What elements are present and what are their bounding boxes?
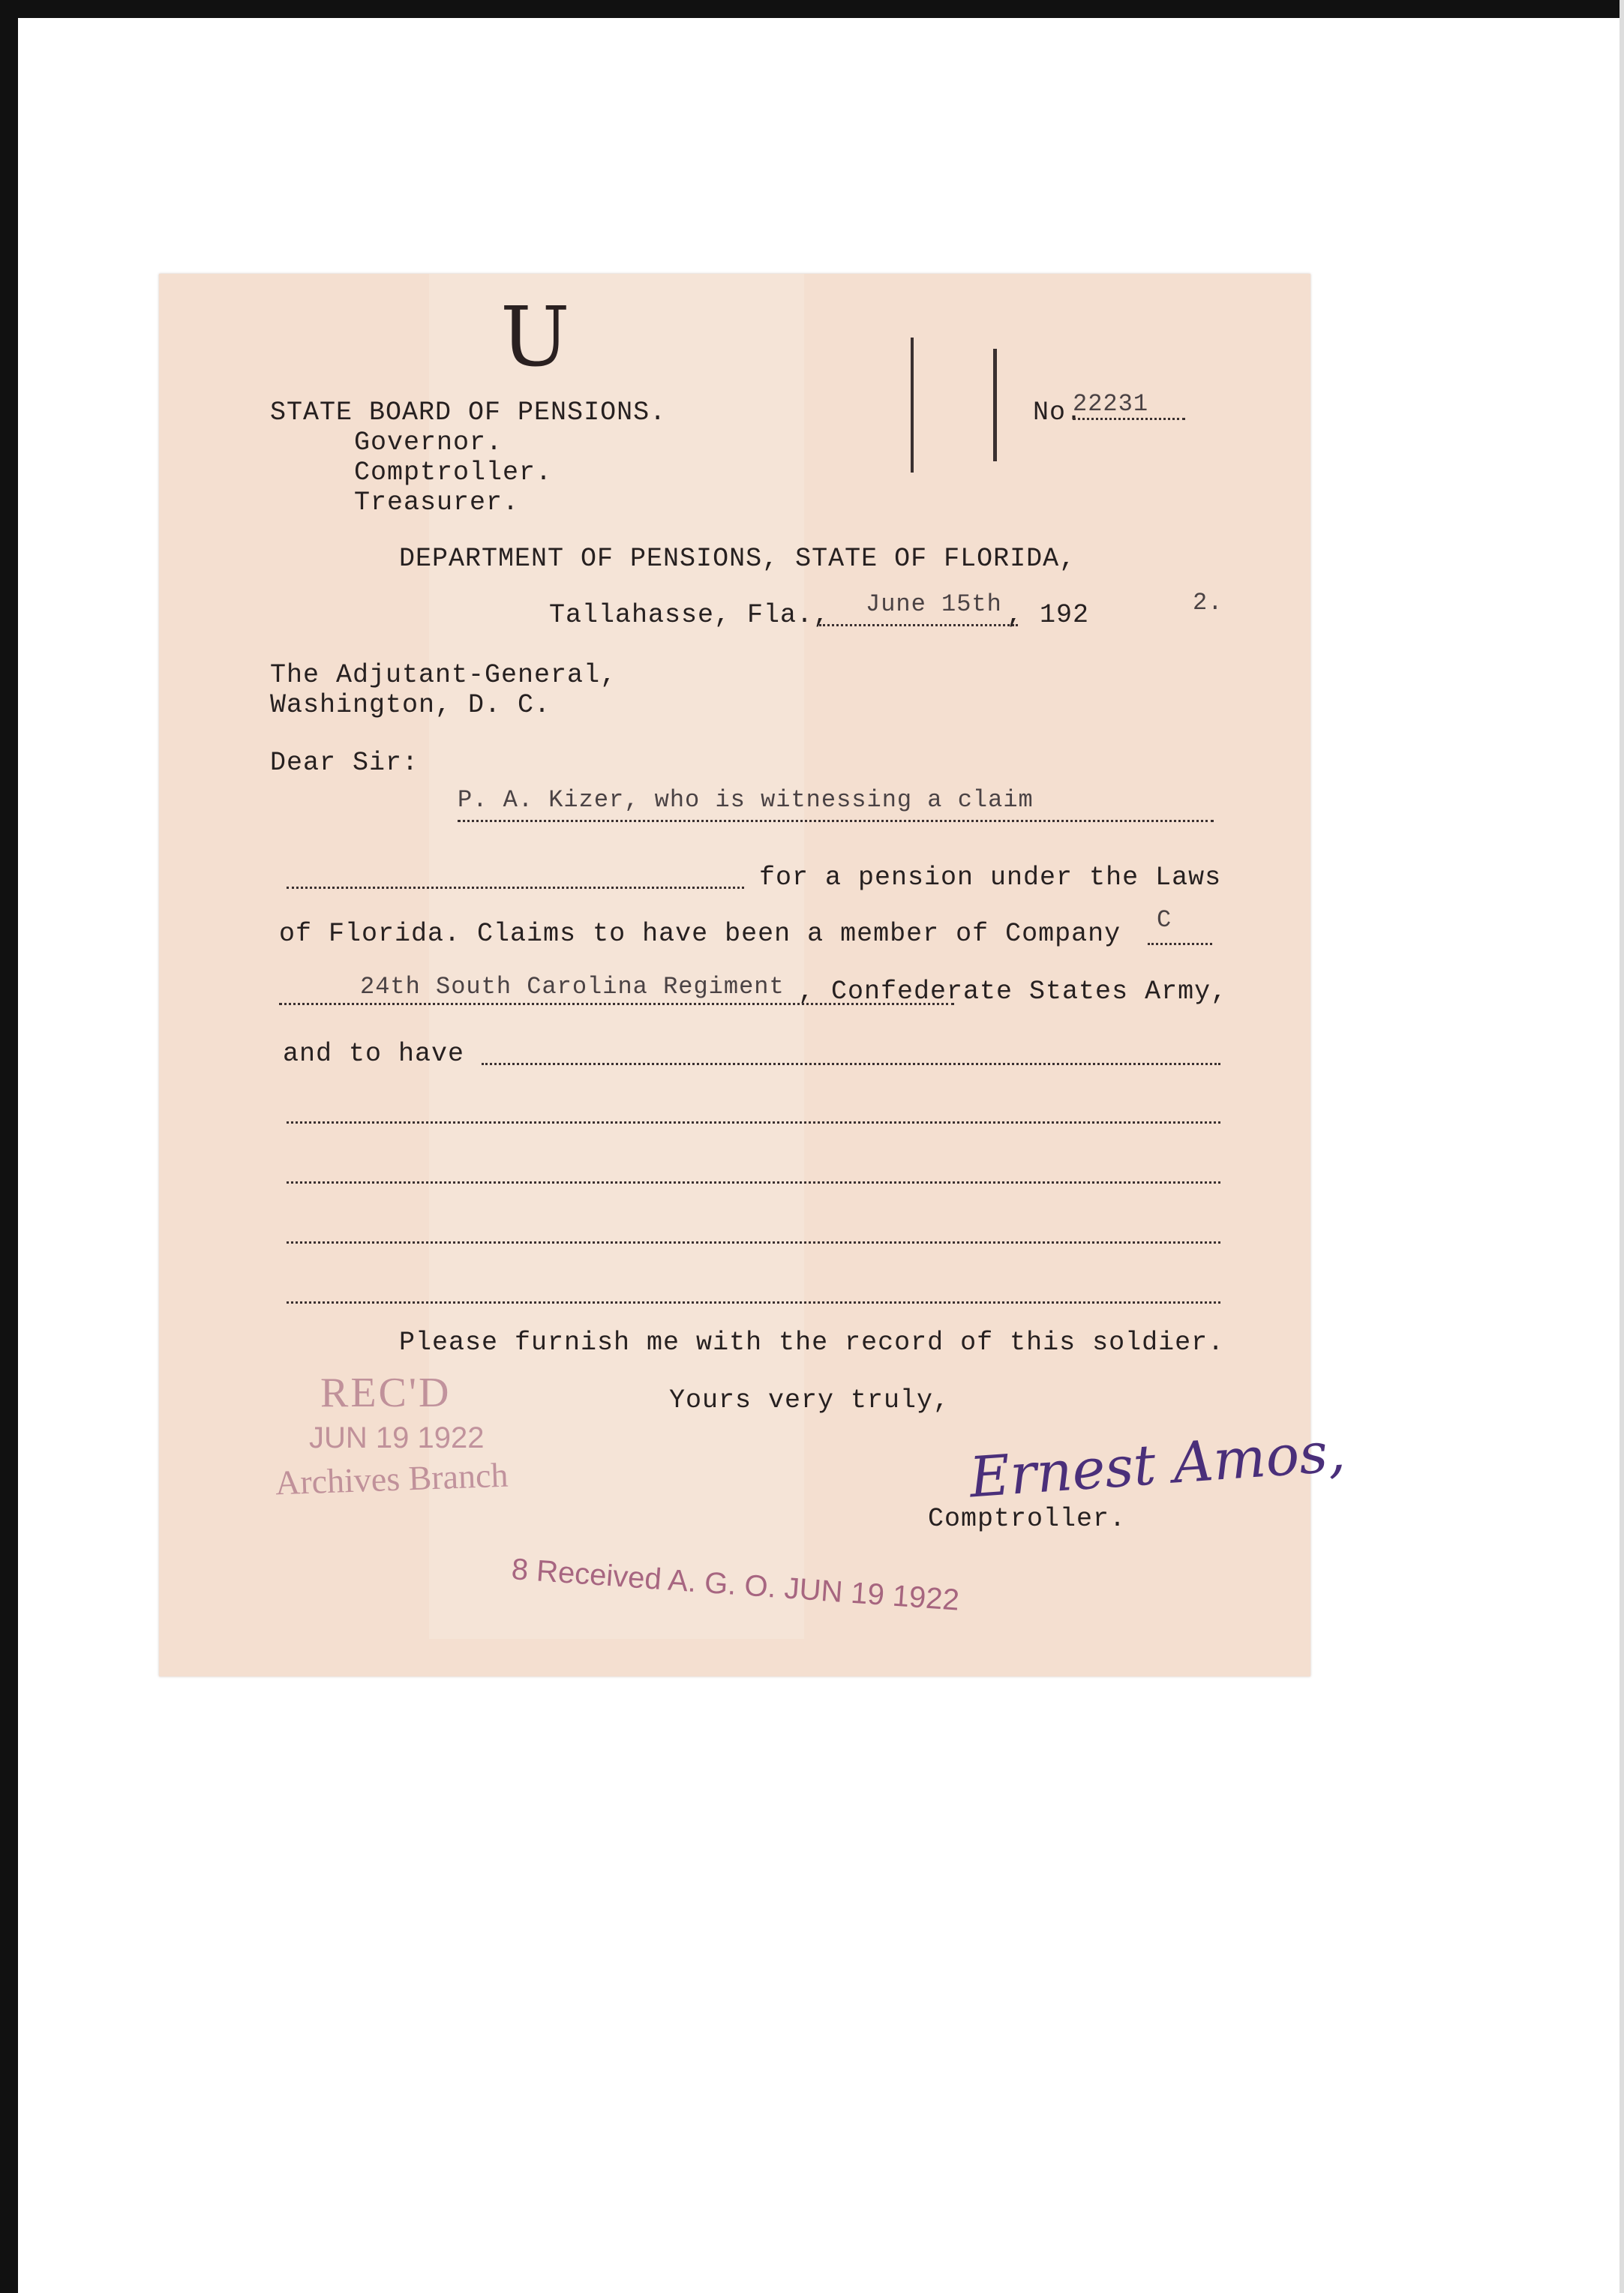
claim-number: 22231	[1073, 390, 1149, 418]
blank-fill-line	[287, 1121, 1220, 1124]
dateline-place: Tallahasse, Fla.,	[549, 600, 830, 630]
scan-border-top	[0, 0, 1624, 18]
valediction: Yours very truly,	[669, 1385, 950, 1415]
dateline-date: June 15th	[866, 590, 1002, 618]
army-text: , Confederate States Army,	[798, 977, 1228, 1007]
number-label: No.	[1033, 398, 1083, 428]
florida-text: of Florida. Claims to have been a member of Company	[279, 919, 1121, 949]
pension-letter	[159, 274, 1348, 1676]
received-stamp: REC'D	[320, 1370, 452, 1416]
received-stamp-branch: Archives Branch	[275, 1455, 509, 1502]
salutation: Dear Sir:	[270, 748, 419, 778]
company-fill-line	[1148, 943, 1212, 945]
ago-received-stamp: 8 Received A. G. O. JUN 19 1922	[510, 1553, 961, 1617]
department-heading: DEPARTMENT OF PENSIONS, STATE OF FLORIDA,	[399, 544, 1076, 574]
signer-title: Comptroller.	[928, 1504, 1127, 1534]
claimant-name: P. A. Kizer, who is witnessing a claim	[458, 786, 1034, 814]
company-letter: C	[1157, 906, 1172, 934]
scan-border-right	[1619, 0, 1624, 2293]
request-text: Please furnish me with the record of this soldier.	[399, 1328, 1225, 1358]
blank-fill-line	[287, 1301, 1220, 1304]
board-member: Treasurer.	[354, 488, 520, 518]
blank-fill-line	[287, 887, 744, 889]
addressee-line: The Adjutant-General,	[270, 660, 617, 690]
pension-text: for a pension under the Laws	[759, 863, 1222, 893]
received-stamp-date: JUN 19 1922	[309, 1421, 485, 1454]
handwritten-stroke	[911, 338, 914, 473]
blank-fill-line	[287, 1241, 1220, 1244]
number-fill-line	[1073, 418, 1185, 420]
board-member: Comptroller.	[354, 458, 553, 488]
blank-fill-line	[287, 1181, 1220, 1184]
handwritten-stroke	[993, 349, 997, 461]
dateline-year-digit: 2.	[1193, 589, 1223, 617]
date-fill-line	[819, 624, 1018, 626]
blank-fill-line	[482, 1063, 1220, 1065]
scan-border-left	[0, 0, 18, 2293]
addressee-line: Washington, D. C.	[270, 690, 551, 720]
claimant-fill-line	[458, 820, 1214, 822]
handwritten-mark: U	[500, 289, 571, 385]
board-member: Governor.	[354, 428, 503, 458]
and-to-have-text: and to have	[283, 1039, 465, 1069]
dateline-year: , 192	[1007, 600, 1090, 630]
board-title: STATE BOARD OF PENSIONS.	[270, 398, 667, 428]
signature: Ernest Amos,	[967, 1419, 1348, 1511]
regiment-name: 24th South Carolina Regiment	[360, 973, 785, 1001]
